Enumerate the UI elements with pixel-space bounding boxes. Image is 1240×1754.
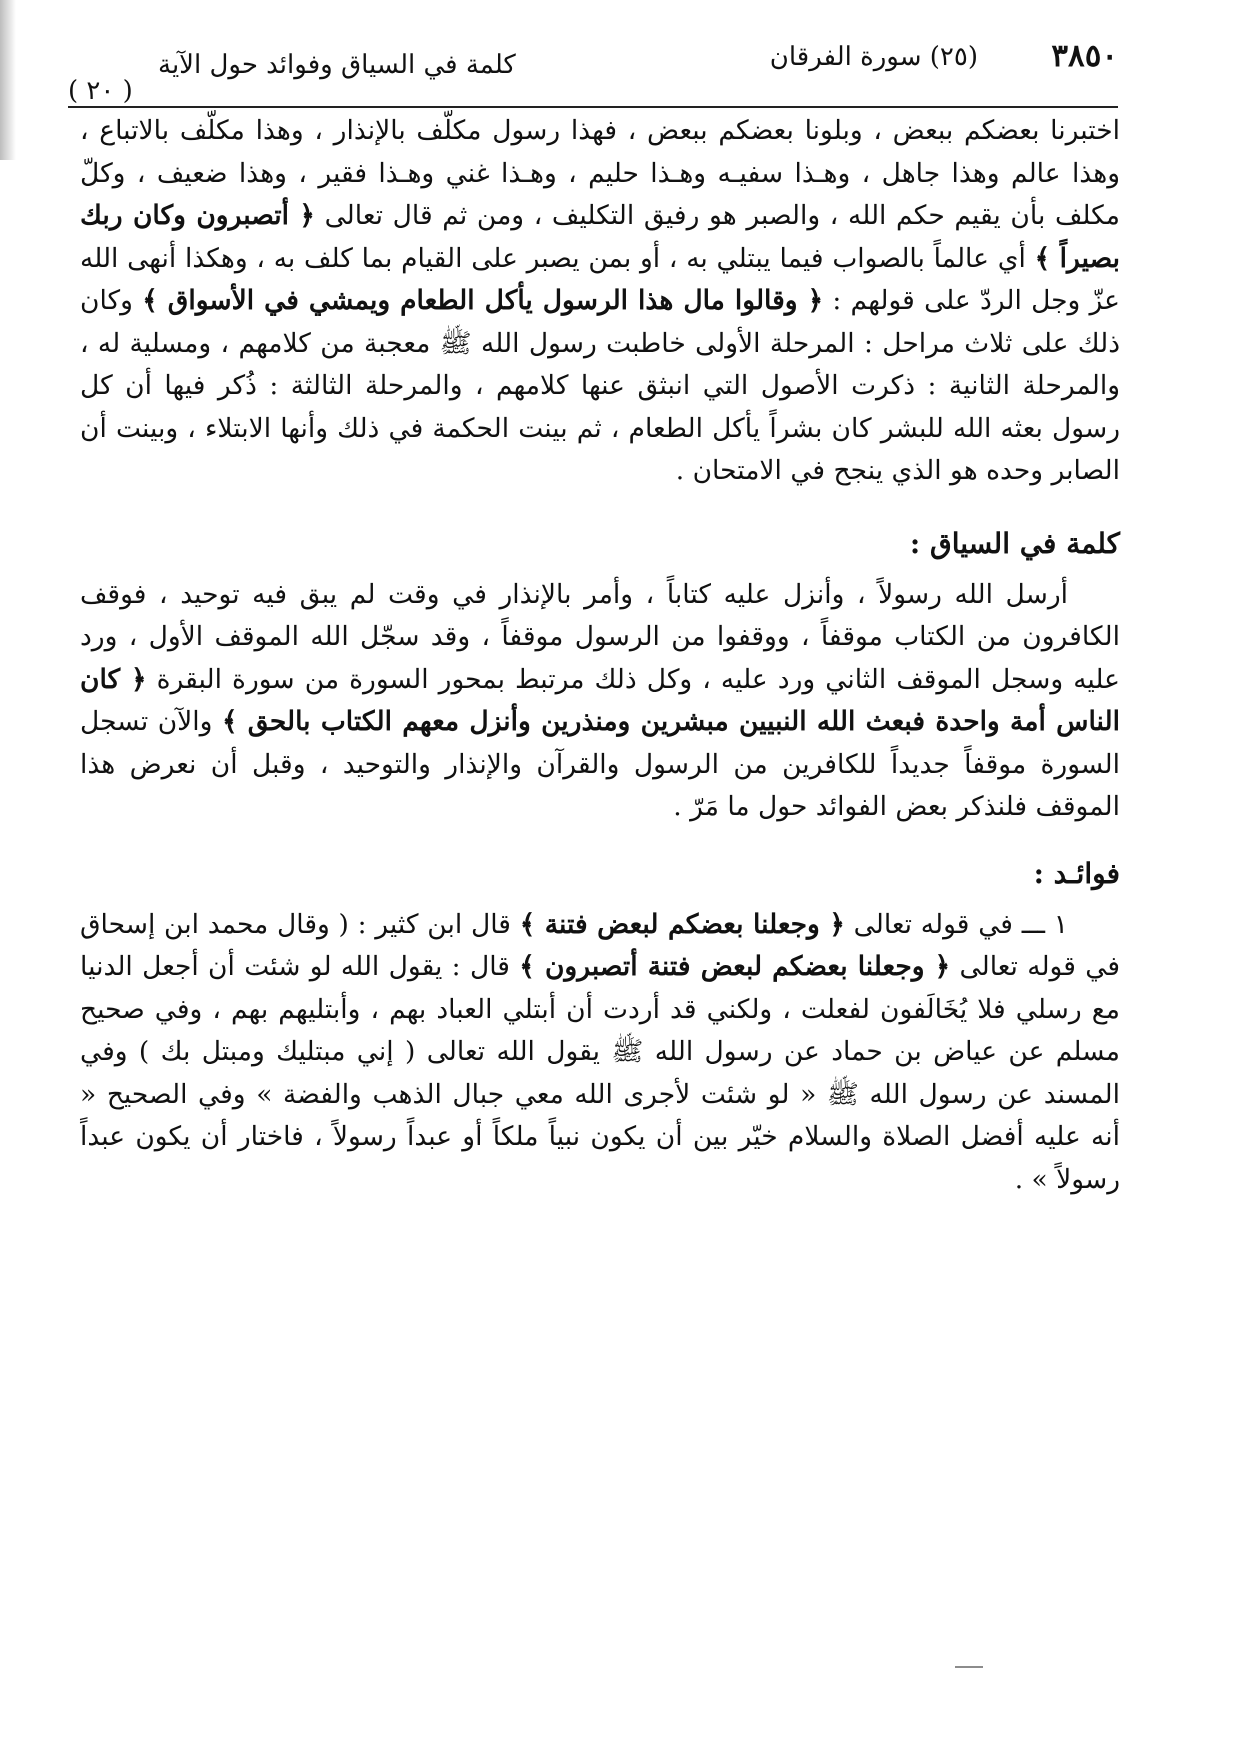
quran-quote: ﴿ أتصبرون وكان ربك بصيراً ﴾: [80, 200, 1120, 274]
verse-reference: ( ٢٠ ): [68, 76, 133, 106]
page-body: [80, 110, 1120, 1201]
context-heading: كلمة في السياق :: [909, 526, 1120, 560]
benefit-text-c: قال : يقول الله لو شئت أن أجعل الدنيا مع رسلي فلا يُخَالَفون لفعلت ، ولكني قد أردت أن أبتلي العباد بهم ، وأبتليهم بهم ، وفي صحيح مسلم عن عياض بن حماد عن رسول الله ﷺ يقول الله تعالى ( إني مبتليك ومبتل بك ) وفي المسند عن رسول الله ﷺ « لو شئت لأجرى الله معي جبال الذهب والفضة » وفي الصحيح « أنه عليه أفضل الصلاة والسلام خيّر بين أن يكون نبياً ملكاً أو عبداً رسولاً ، فاختار أن يكون عبداً رسولاً » .: [80, 951, 1120, 1195]
benefit-text-b: قال ابن كثير : ( وقال محمد ابن إسحاق في قوله تعالى: [80, 908, 1120, 982]
intro-text-b: أي عالماً بالصواب فيما يبتلي به ، أو بمن يصبر على القيام بما كلف به ، وهكذا أنهى الله عزّ وجل الردّ على قولهم :: [80, 242, 1120, 316]
quran-quote: ﴿ وقالوا مال هذا الرسول يأكل الطعام ويمشي في الأسواق ﴾: [142, 285, 824, 316]
benefit-paragraph: [80, 904, 1120, 1202]
benefit-text-a: ١ ـــ في قوله تعالى: [853, 908, 1068, 940]
page-header: [68, 30, 1118, 108]
page-spine-shadow: [0, 0, 16, 160]
context-text-a: أرسل الله رسولاً ، وأنزل عليه كتاباً ، وأمر بالإنذار في وقت لم يبق فيه توحيد ، فوقف الكافرون من الكتاب موقفاً ، ووقفوا من الرسول موقفاً ، وقد سجّل الله الموقف الأول ، ورد عليه وسجل الموقف الثاني ورد عليه ، وكل ذلك مرتبط بمحور السورة من سورة البقرة: [80, 578, 1120, 695]
quran-quote: ﴿ وجعلنا بعضكم لبعض فتنة أتصبرون ﴾: [519, 951, 951, 982]
intro-paragraph: [80, 110, 1120, 493]
quran-quote: ﴿ وجعلنا بعضكم لبعض فتنة ﴾: [519, 908, 845, 940]
surah-title: (٢٥) سورة الفرقان: [769, 42, 978, 72]
page-bottom-mark: [955, 1666, 983, 1668]
section-topic: كلمة في السياق وفوائد حول الآية: [158, 50, 516, 80]
intro-text-a: اختبرنا بعضكم ببعض ، وبلونا بعضكم ببعض ، فهذا رسول مكلّف بالإنذار ، وهذا مكلّف بالاتباع ، وهذا عالم وهذا جاهل ، وهـذا سفيـه وهـذا حليم ، وهـذا غني وهـذا فقير ، وهذا ضعيف ، وكلّ مكلف بأن يقيم حكم الله ، والصبر هو رفيق التكليف ، ومن ثم قال تعالى: [80, 115, 1120, 231]
intro-text-c: وكان ذلك على ثلاث مراحل : المرحلة الأولى خاطبت رسول الله ﷺ معجبة من كلامهم ، ومسلية له ، والمرحلة الثانية : ذكرت الأصول التي انبثق عنها كلامهم ، والمرحلة الثالثة : ذُكر فيها أن كل رسول بعثه الله للبشر كان بشراً يأكل الطعام ، ثم بينت الحكمة في ذلك وأنها الابتلاء ، وبينت أن الصابر وحده هو الذي ينجح في الامتحان .: [80, 285, 1120, 486]
quran-quote: ﴿ كان الناس أمة واحدة فبعث الله النبيين مبشرين ومنذرين وأنزل معهم الكتاب بالحق ﴾: [80, 663, 1120, 737]
page-number: ٣٨٥٠: [1051, 38, 1118, 74]
context-paragraph: [80, 574, 1120, 829]
context-text-b: والآن تسجل السورة موقفاً جديداً للكافرين من الرسول والقرآن والإنذار والتوحيد ، وقبل أن نعرض هذا الموقف فلنذكر بعض الفوائد حول ما مَرّ .: [80, 706, 1120, 822]
benefits-heading: فوائـد :: [1033, 856, 1120, 890]
